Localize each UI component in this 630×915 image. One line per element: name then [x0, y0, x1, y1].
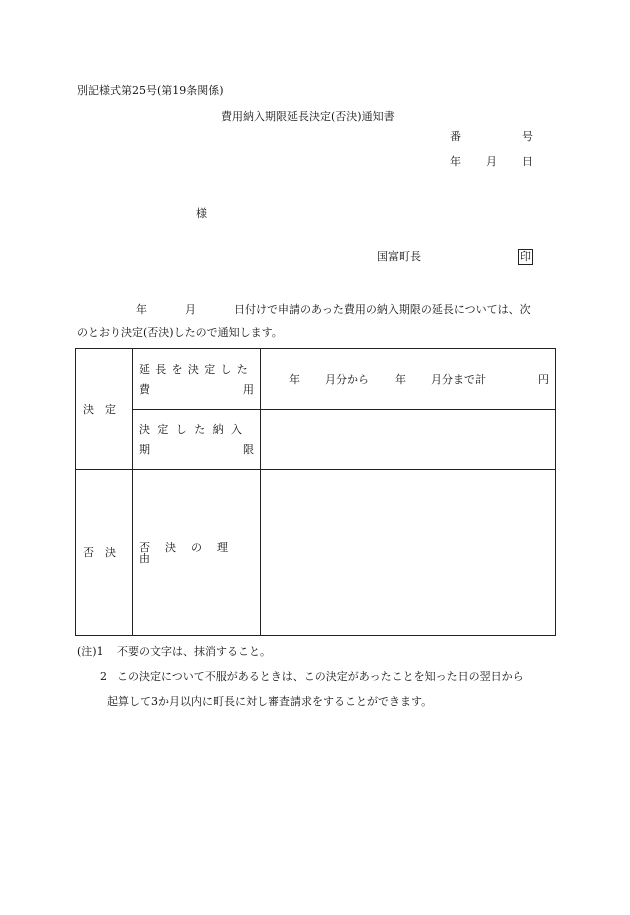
reason-label-wrap — [133, 542, 260, 564]
reason-label: 否決の理由 — [139, 540, 243, 565]
deadline-label-bottom — [139, 444, 254, 455]
number-label-go: 号 — [522, 130, 533, 143]
deadline-label-top: 決定した納入 — [139, 423, 250, 436]
deadline-label — [133, 424, 260, 455]
seal-box: 印 — [518, 249, 533, 265]
deadline-label-bottom-left: 期 — [139, 443, 150, 456]
decision-cell — [76, 349, 133, 470]
note-2-line1: この決定について不服があるときは、この決定があったことを知った日の翌日から — [117, 670, 524, 683]
fee-yen: 円 — [538, 373, 549, 386]
reason-value-cell — [261, 470, 556, 636]
rejection-label: 否 決 — [83, 546, 116, 559]
rejection-label-wrap — [76, 547, 132, 558]
number-label-ban: 番 — [450, 130, 461, 143]
body-month-label: 月 — [185, 303, 196, 316]
body-year-label: 年 — [136, 303, 147, 316]
date-year-label: 年 — [450, 155, 461, 168]
fee-value-cell — [261, 349, 556, 410]
fee-label-bottom-right: 用 — [243, 382, 254, 396]
date-day-label: 日 — [522, 155, 533, 168]
deadline-label-cell — [133, 410, 261, 470]
note-1: 不要の文字は、抹消すること。 — [117, 645, 271, 658]
deadline-label-bottom-right: 限 — [243, 443, 254, 456]
table-row — [76, 410, 556, 470]
reason-label-cell — [133, 470, 261, 636]
table-row — [76, 470, 556, 636]
date-month-label: 月 — [486, 155, 497, 168]
rejection-cell — [76, 470, 133, 636]
document-title: 費用納入期限延長決定(否決)通知書 — [221, 110, 395, 123]
decision-label: 決 定 — [83, 402, 116, 416]
fee-label-bottom-left: 費 — [139, 382, 150, 396]
note-2-line2: 起算して3か月以内に町長に対し審査請求をすることができます。 — [107, 695, 433, 708]
fee-value-row — [261, 349, 555, 409]
table-row — [76, 349, 556, 410]
fee-year2: 年 — [395, 373, 406, 386]
seal-mark — [518, 249, 533, 265]
form-number: 別記様式第25号(第19条関係) — [77, 84, 224, 97]
sender-name: 国富町長 — [377, 250, 421, 263]
body-line2: のとおり決定(否決)したので通知します。 — [77, 326, 283, 339]
fee-year1: 年 — [289, 373, 300, 386]
note-prefix: (注)1 — [77, 645, 104, 658]
fee-label — [133, 364, 260, 395]
fee-label-top: 延長を決定した — [139, 362, 254, 376]
body-line1: 日付けで申請のあった費用の納入期限の延長については、次 — [234, 303, 531, 316]
recipient-suffix: 様 — [196, 207, 207, 220]
fee-from: 月分から — [325, 373, 369, 386]
decision-table — [75, 348, 556, 636]
deadline-value-cell — [261, 410, 556, 470]
fee-to-total: 月分まで計 — [431, 373, 486, 386]
fee-label-bottom — [139, 384, 254, 395]
note-2-number: 2 — [100, 670, 107, 683]
fee-label-cell — [133, 349, 261, 410]
decision-label-wrap — [76, 404, 132, 415]
